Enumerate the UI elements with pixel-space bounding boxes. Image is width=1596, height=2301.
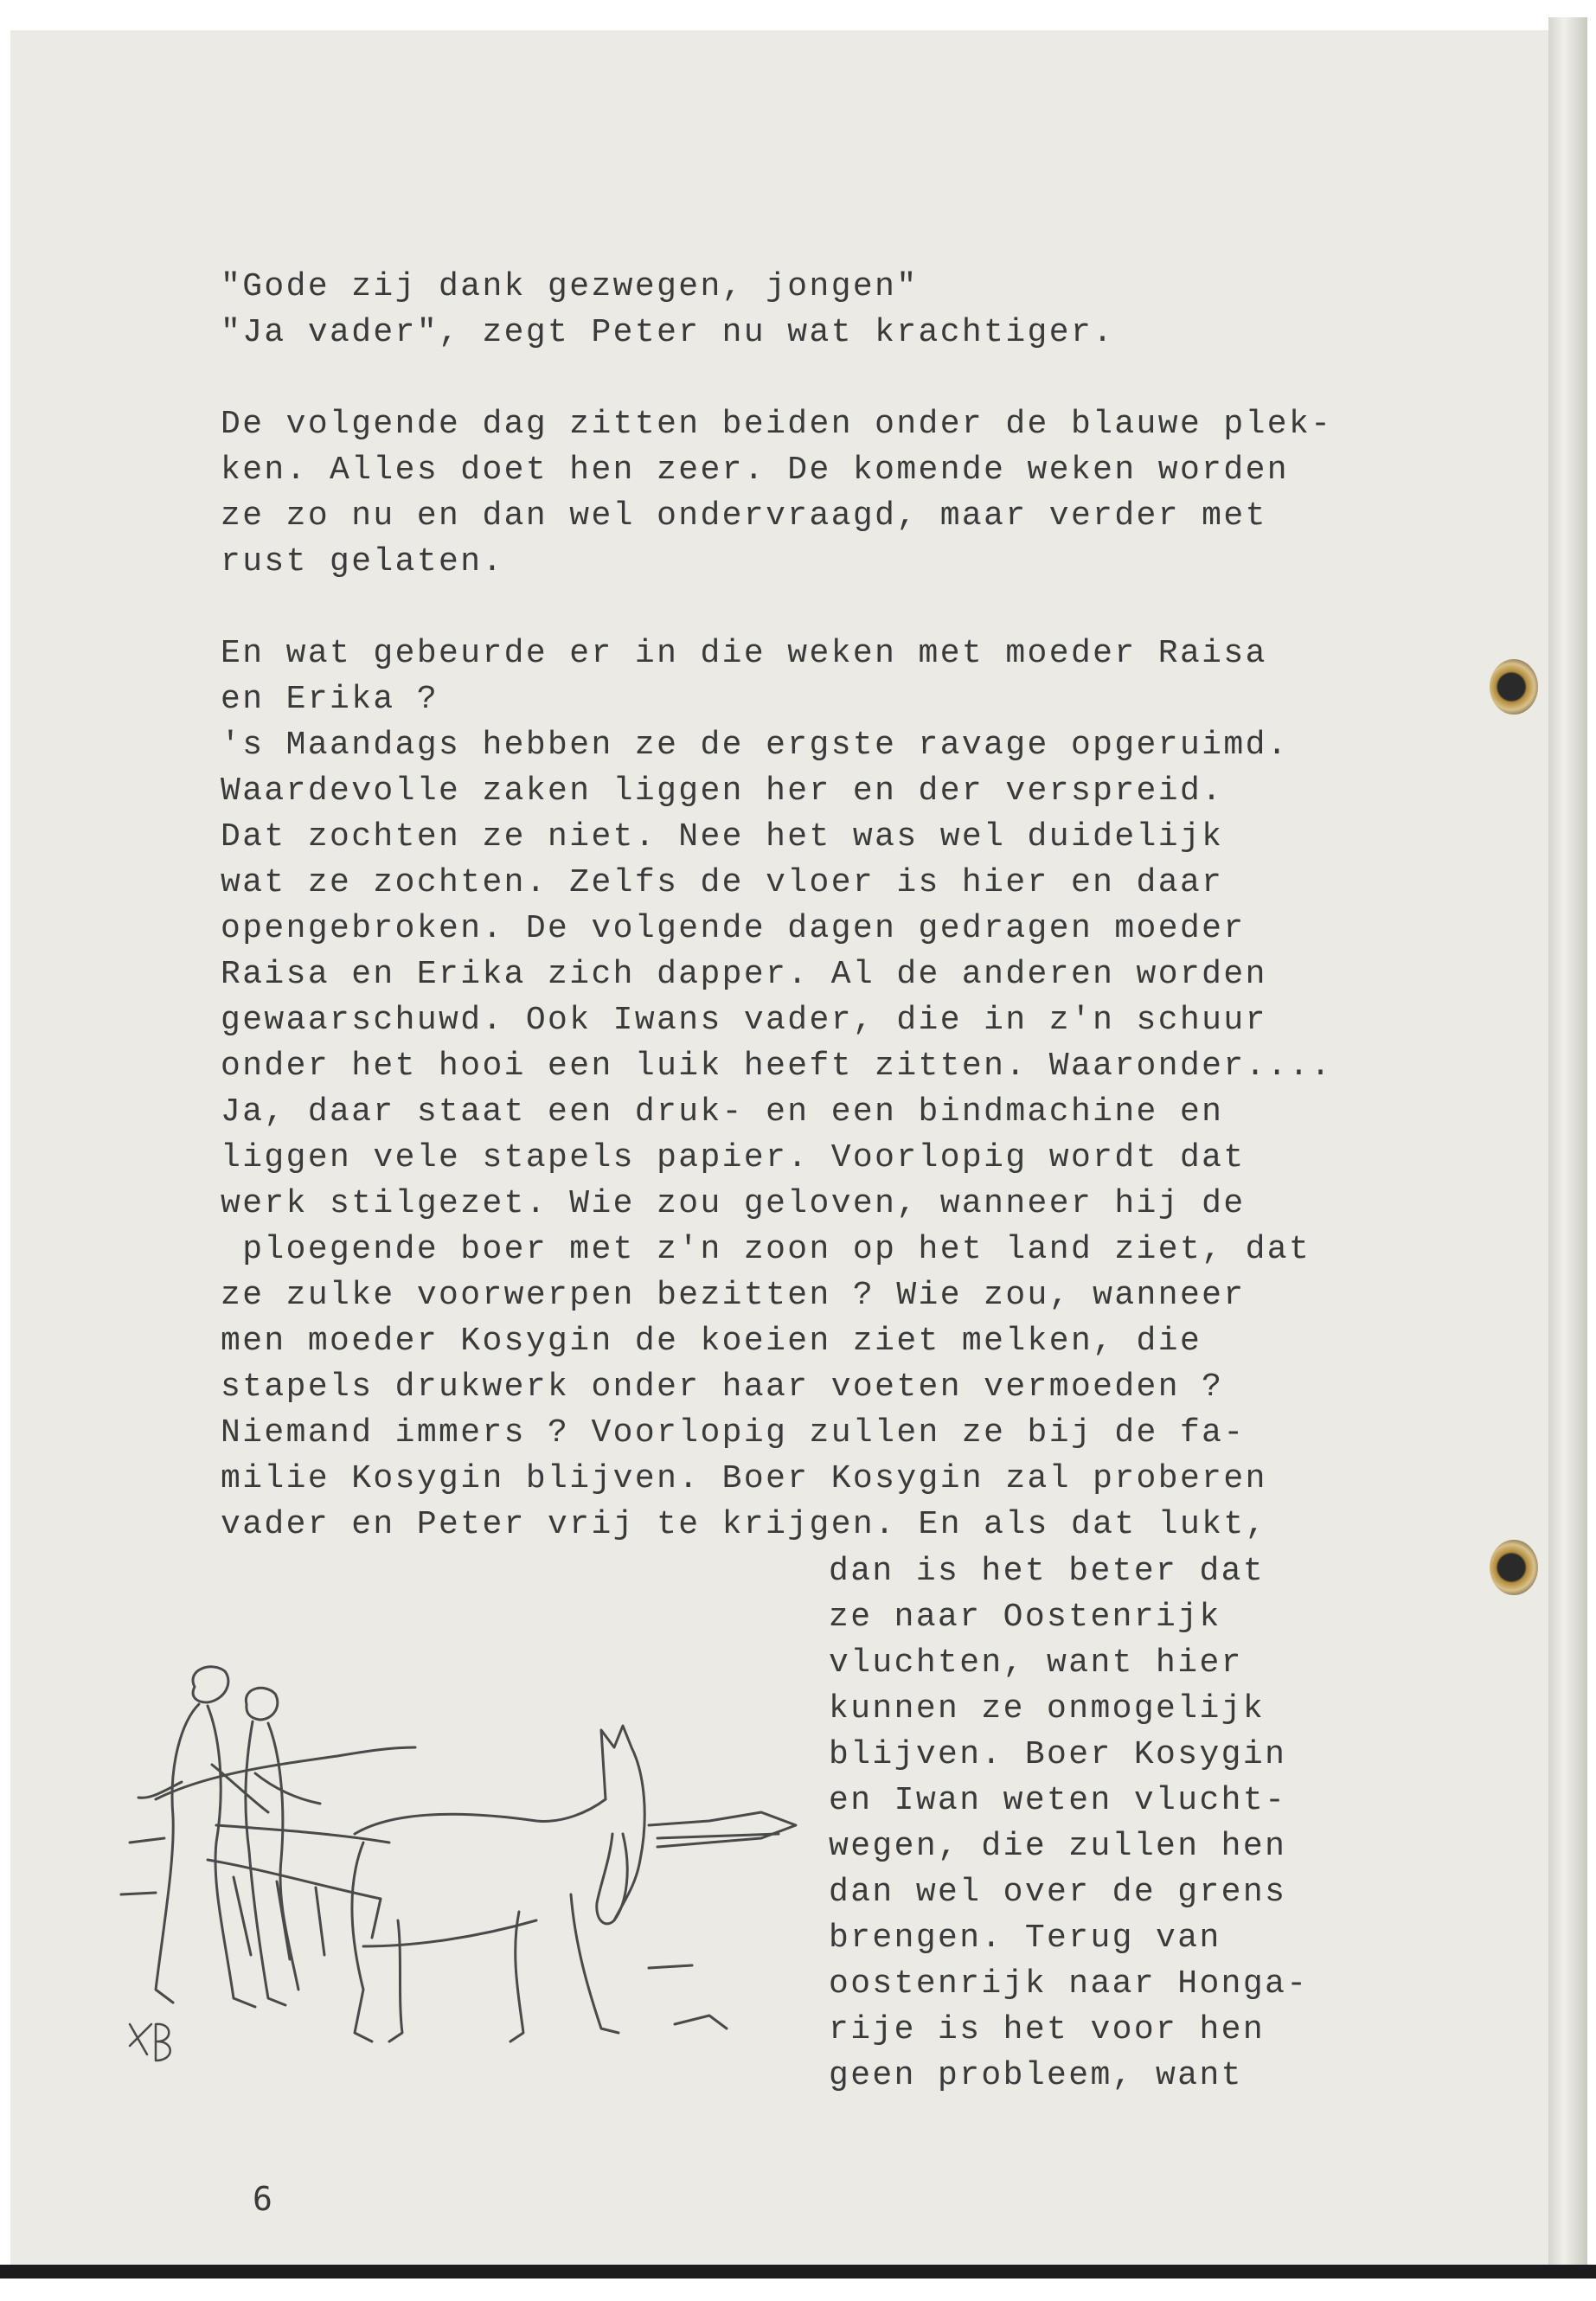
text-line: liggen vele stapels papier. Voorlopig wordt dat <box>221 1139 1246 1176</box>
text-line: wegen, die zullen hen <box>829 1828 1287 1865</box>
text-line: dan is het beter dat <box>829 1553 1266 1590</box>
text-line: en Iwan weten vlucht- <box>829 1782 1287 1819</box>
text-line: blijven. Boer Kosygin <box>829 1736 1287 1773</box>
text-line: Raisa en Erika zich dapper. Al de anderen worden <box>221 956 1267 993</box>
text-line: "Ja vader", zegt Peter nu wat krachtiger. <box>221 314 1115 351</box>
text-line: Waardevolle zaken liggen her en der verspreid. <box>221 772 1224 810</box>
text-line: stapels drukwerk onder haar voeten vermoeden ? <box>221 1368 1224 1406</box>
text-line: Ja, daar staat een druk- en een bindmachine en <box>221 1093 1224 1131</box>
text-line: opengebroken. De volgende dagen gedragen moeder <box>221 910 1246 947</box>
text-line: kunnen ze onmogelijk <box>829 1690 1266 1727</box>
text-line: 's Maandags hebben ze de ergste ravage opgeruimd. <box>221 727 1289 764</box>
binder-hole-top <box>1490 659 1538 715</box>
text-line: gewaarschuwd. Ook Iwans vader, die in z'n schuur <box>221 1002 1267 1039</box>
text-line: geen probleem, want <box>829 2057 1243 2094</box>
text-line: dan wel over de grens <box>829 1874 1287 1911</box>
text-line: rust gelaten. <box>221 543 504 580</box>
text-line <box>221 356 1432 401</box>
text-line: ze zo nu en dan wel ondervraagd, maar verder met <box>221 497 1267 535</box>
text-line: "Gode zij dank gezwegen, jongen" <box>221 268 919 305</box>
plowing-sketch-illustration <box>104 1661 822 2111</box>
text-line: ken. Alles doet hen zeer. De komende weken worden <box>221 452 1289 489</box>
text-line: rije is het voor hen <box>829 2011 1266 2048</box>
text-line: ze zulke voorwerpen bezitten ? Wie zou, wanneer <box>221 1277 1246 1314</box>
text-line: milie Kosygin blijven. Boer Kosygin zal proberen <box>221 1460 1267 1497</box>
text-line: En wat gebeurde er in die weken met moeder Raisa <box>221 635 1267 672</box>
text-line: ze naar Oostenrijk <box>829 1599 1221 1636</box>
page-number: 6 <box>253 2180 272 2218</box>
text-line: vader en Peter vrij te krijgen. En als dat lukt, <box>221 1506 1267 1543</box>
text-line: men moeder Kosygin de koeien ziet melken, die <box>221 1323 1202 1360</box>
text-line: De volgende dag zitten beiden onder de blauwe plek- <box>221 406 1333 443</box>
text-line: Niemand immers ? Voorlopig zullen ze bij de fa- <box>221 1414 1246 1452</box>
text-line: onder het hooi een luik heeft zitten. Waaronder.... <box>221 1048 1333 1085</box>
text-line: oostenrijk naar Honga- <box>829 1965 1309 2003</box>
text-line: Dat zochten ze niet. Nee het was wel duidelijk <box>221 818 1224 856</box>
text-line: ploegende boer met z'n zoon op het land ziet, dat <box>221 1231 1311 1268</box>
body-text-narrow <box>829 1548 1596 2099</box>
text-line: brengen. Terug van <box>829 1920 1221 1957</box>
text-line: werk stilgezet. Wie zou geloven, wanneer hij de <box>221 1185 1246 1222</box>
text-line <box>221 585 1432 631</box>
text-line: en Erika ? <box>221 681 439 718</box>
body-text <box>221 264 1432 1548</box>
text-line: vluchten, want hier <box>829 1644 1243 1682</box>
text-line: wat ze zochten. Zelfs de vloer is hier en daar <box>221 864 1224 901</box>
bottom-edge <box>0 2265 1596 2279</box>
